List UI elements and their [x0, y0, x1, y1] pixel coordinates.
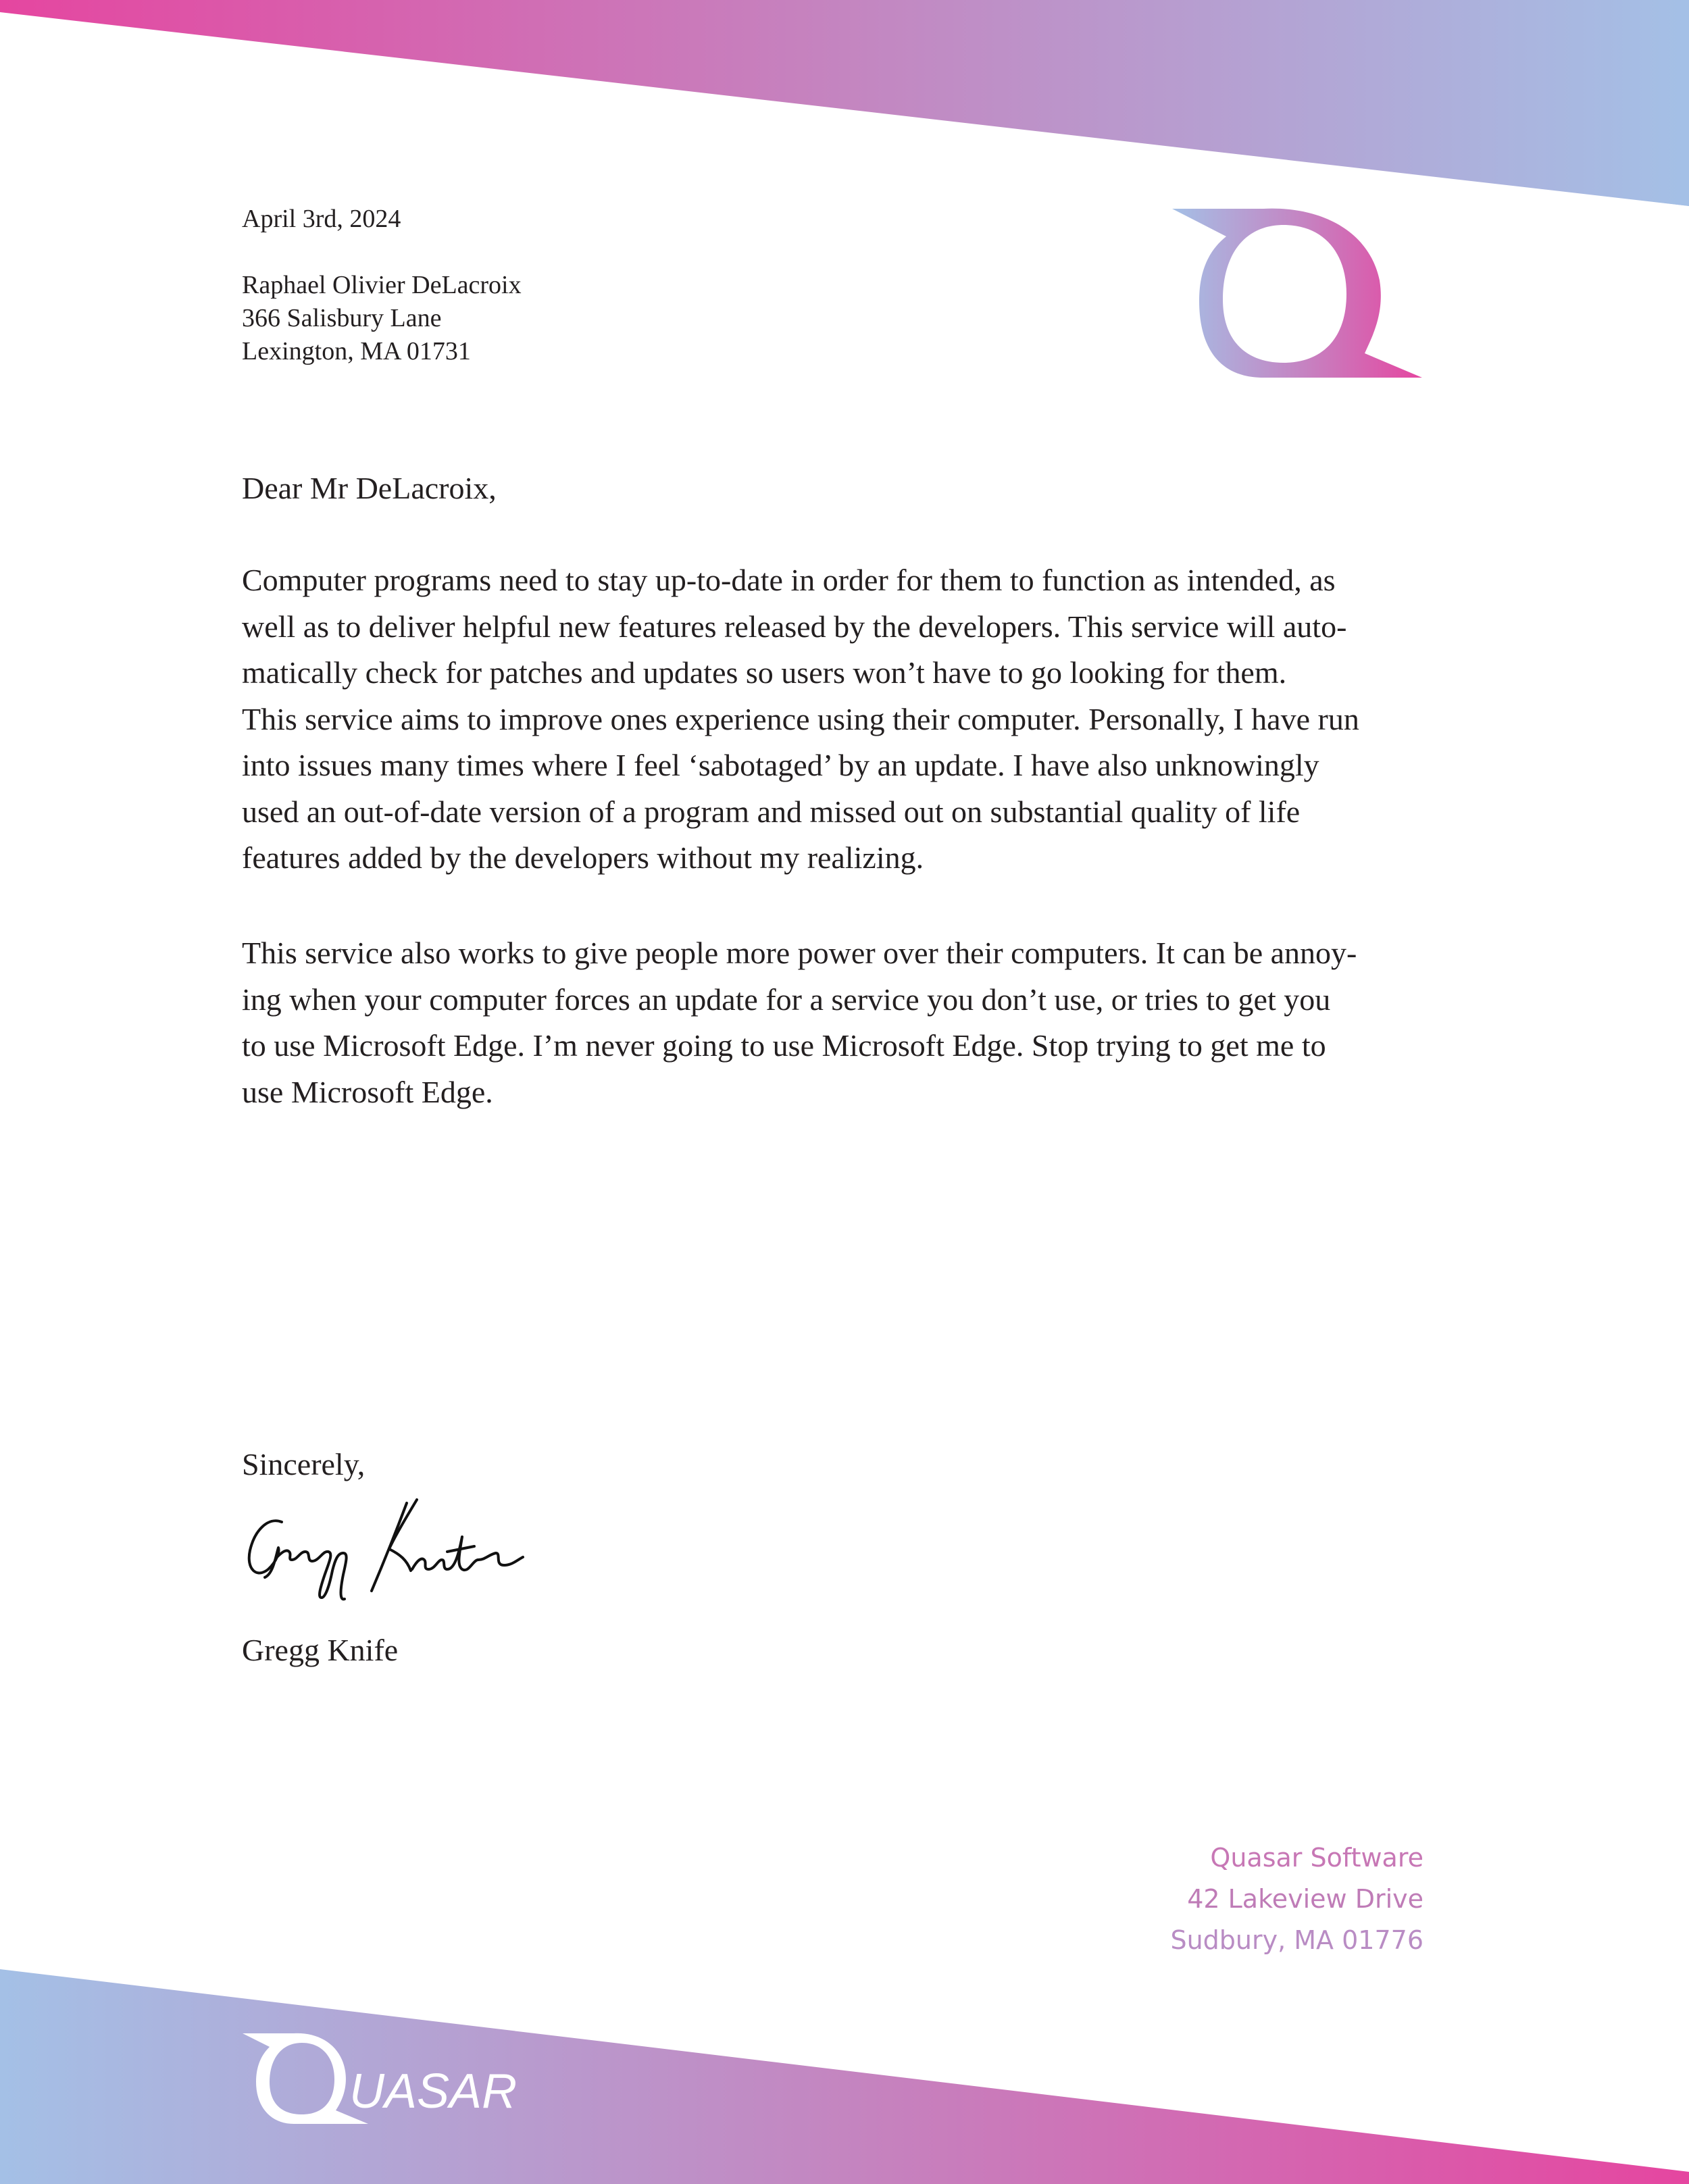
- paragraph-line: well as to deliver helpful new features released by the developers. This service will auto-: [242, 609, 1347, 644]
- paragraph-line: to use Microsoft Edge. I’m never going to use Microsoft Edge. Stop trying to get me to: [242, 1028, 1326, 1063]
- paragraph-line: into issues many times where I feel ‘sabotaged’ by an update. I have also unknowingly: [242, 748, 1319, 782]
- letter-date: April 3rd, 2024: [242, 205, 401, 233]
- recipient-city: Lexington, MA 01731: [242, 337, 471, 365]
- paragraph-line: This service also works to give people more power over their computers. It can be annoy-: [242, 936, 1357, 970]
- company-city: Sudbury, MA 01776: [1170, 1925, 1423, 1955]
- handwritten-signature: [245, 1490, 562, 1608]
- body-paragraph-1: [242, 557, 1438, 882]
- quasar-q-icon: [240, 2027, 537, 2128]
- company-name: Quasar Software: [1210, 1843, 1423, 1873]
- paragraph-line: Computer programs need to stay up-to-date in order for them to function as intended, as: [242, 563, 1336, 597]
- recipient-address: [242, 269, 522, 368]
- recipient-name: Raphael Olivier DeLacroix: [242, 271, 522, 299]
- body-paragraph-2: [242, 930, 1438, 1115]
- letter-closing: Sincerely,: [242, 1447, 365, 1481]
- company-street: 42 Lakeview Drive: [1187, 1884, 1423, 1914]
- paragraph-line: use Microsoft Edge.: [242, 1074, 493, 1109]
- letter-greeting: Dear Mr DeLacroix,: [242, 471, 497, 505]
- company-address: [1170, 1837, 1423, 1961]
- paragraph-line: ing when your computer forces an update for a service you don’t use, or tries to get you: [242, 982, 1331, 1017]
- recipient-street: 366 Salisbury Lane: [242, 304, 442, 332]
- paragraph-line: This service aims to improve ones experience using their computer. Personally, I have run: [242, 701, 1359, 736]
- paragraph-line: features added by the developers without my realizing.: [242, 840, 924, 875]
- paragraph-line: used an out-of-date version of a program and missed out on substantial quality of life: [242, 794, 1301, 829]
- top-gradient-banner: [0, 0, 1689, 209]
- footer-logo-text: UASAR: [349, 2064, 518, 2118]
- signer-name: Gregg Knife: [242, 1633, 399, 1667]
- paragraph-line: matically check for patches and updates so users won’t have to go looking for them.: [242, 655, 1287, 690]
- quasar-q-speech-bubble-icon: [1165, 206, 1426, 378]
